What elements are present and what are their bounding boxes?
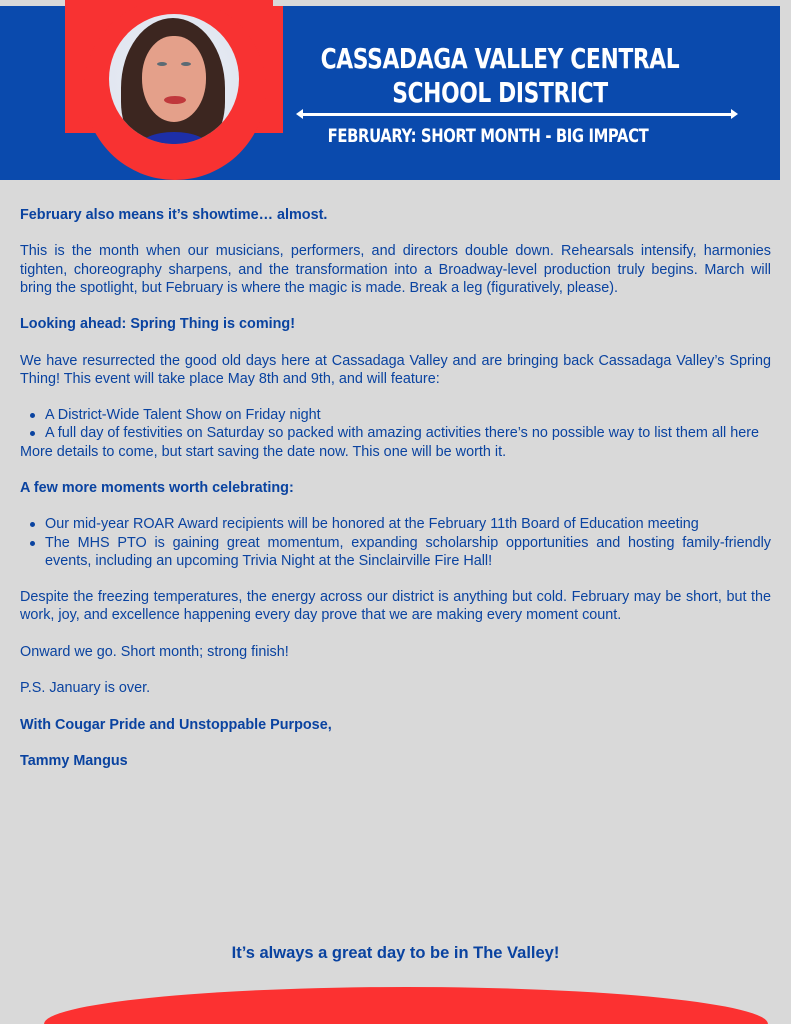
- list-item: Our mid-year ROAR Award recipients will be honored at the February 11th Board of Education meeting: [20, 515, 771, 533]
- photo-lips: [164, 96, 186, 104]
- paragraph-spring-after: More details to come, but start saving the date now. This one will be worth it.: [20, 443, 507, 460]
- list-item: A full day of festivities on Saturday so packed with amazing activities there’s no possible way to list them all here: [20, 424, 771, 442]
- double-arrow-divider-icon: [300, 113, 734, 116]
- footer-tagline: It’s always a great day to be in The Valley!: [231, 944, 560, 962]
- spring-thing-list: [20, 406, 771, 442]
- red-tab-top-edge: [75, 0, 273, 6]
- superintendent-photo: [109, 14, 239, 144]
- moments-list: [20, 515, 771, 570]
- header-banner: [0, 6, 780, 180]
- red-tab-top-edge-left: [65, 0, 75, 6]
- paragraph-onward: Onward we go. Short month; strong finish!: [20, 643, 289, 660]
- letter-body: [20, 206, 771, 770]
- footer-red-ellipse: [44, 987, 768, 1024]
- heading-showtime: February also means it’s showtime… almost.: [20, 207, 328, 223]
- district-title-line-1: CASSADAGA VALLEY CENTRAL: [320, 42, 680, 75]
- heading-moments: A few more moments worth celebrating:: [20, 479, 294, 496]
- district-title-line-2: SCHOOL DISTRICT: [392, 76, 608, 109]
- newsletter-subtitle: FEBRUARY: SHORT MONTH - BIG IMPACT: [327, 125, 649, 147]
- paragraph-spring-thing: We have resurrected the good old days here at Cassadaga Valley and are bringing back Cassadaga Valley’s Spring Thing! This event will take place May 8th and 9th, and will feature:: [20, 352, 771, 387]
- paragraph-ps: P.S. January is over.: [20, 680, 151, 697]
- paragraph-showtime: This is the month when our musicians, performers, and directors double down. Rehearsals intensify, harmonies tighten, choreography sharpens, and the transformation into a Broadway-level production truly begins. March will bring the spotlight, but February is where the magic is made. Break a leg (figuratively, please).: [20, 243, 771, 296]
- photo-face: [142, 36, 206, 122]
- closing-line: With Cougar Pride and Unstoppable Purpose,: [20, 716, 332, 733]
- signature: Tammy Mangus: [20, 752, 128, 769]
- paragraph-despite: Despite the freezing temperatures, the energy across our district is anything but cold. February may be short, but the work, joy, and excellence happening every day prove that we are making every moment count.: [20, 589, 771, 624]
- photo-eye-right: [181, 62, 191, 66]
- photo-eye-left: [157, 62, 167, 66]
- list-item: The MHS PTO is gaining great momentum, expanding scholarship opportunities and hosting family-friendly events, including an upcoming Trivia Night at the Sinclairville Fire Hall!: [20, 534, 771, 570]
- list-item: A District-Wide Talent Show on Friday night: [20, 406, 771, 424]
- heading-spring-thing: Looking ahead: Spring Thing is coming!: [20, 316, 296, 333]
